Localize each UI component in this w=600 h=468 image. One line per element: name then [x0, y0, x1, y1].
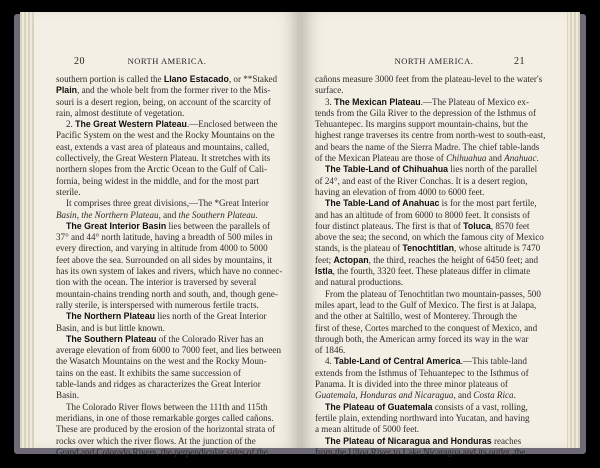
right-text-line: having an elevation of from 4000 to 6000 feet. [315, 186, 485, 197]
right-text-line: From the plateau of Tenochtitlan two mountain-passes, 500 [325, 288, 541, 299]
left-text-line: Plain, and the whole belt from the former river to the Mis- [56, 85, 271, 96]
right-page-number: 21 [514, 56, 525, 67]
right-text-line: fertile plain, extending northward into Yucatan, and having [315, 412, 530, 423]
right-text-line: stands, is the plateau of Tenochtitlan, whose altitude is 7470 [315, 243, 541, 254]
right-running-head: NORTH AMERICA. [394, 56, 474, 66]
left-text-line: Pacific System on the west and the Rocky Mountains on the [56, 130, 275, 141]
left-text-line: east, extends a vast area of plateaus and mountains, called, [56, 141, 270, 152]
right-text-line: Guatemala, Honduras and Nicaragua, and Costa Rica. [315, 390, 516, 401]
left-text-line: southern portion is called the Llano Estacado, or **Staked [56, 74, 278, 84]
right-text-line: The Plateau of Nicaragua and Honduras reaches [325, 435, 522, 446]
left-text-line: The Colorado River flows between the 111th and 115th [66, 401, 268, 412]
left-text-line: rain, almost destitute of vegetation. [56, 107, 185, 118]
left-text-line: The Great Interior Basin lies between the parallels of [66, 220, 270, 231]
left-text-line: northern slopes from the Arctic Ocean to the Gulf of Cali- [56, 164, 268, 175]
left-text-line: The Northern Plateau lies north of the Great Interior [66, 311, 267, 322]
right-text-line: surface. [315, 85, 344, 96]
right-text-line: of 1846. [315, 345, 346, 356]
left-text-line: the Wasatch Mountains on the west and the Rocky Moun- [56, 356, 267, 367]
right-text-line: a mean altitude of 5000 feet. [315, 424, 420, 435]
right-text-line: cañons measure 3000 feet from the plateau-level to the water's [315, 74, 543, 84]
right-text-line: and bears the name of the Sierra Madre. The chief table-lands [315, 141, 540, 152]
left-text-line: It comprises three great divisions,—The *Great Interior [66, 198, 269, 209]
right-text-line: of 24°, and east of the River Conchas. It is a desert region, [315, 175, 528, 186]
right-text-line: four distinct plateaus. The first is that of Toluca, 8570 feet [315, 220, 530, 231]
right-text-line: Istla, the fourth, 3320 feet. These plateaus differ in climate [315, 266, 531, 277]
left-text-line: fornia, being widest in the middle, and for the most part [56, 175, 260, 186]
left-text-line: mountain-chains trending north and south, and, though gene- [56, 288, 278, 299]
right-text-line: 4. Table-Land of Central America.—This table-land [325, 356, 527, 367]
left-text-line: rally sterile, is interspersed with numerous fertile tracts. [56, 299, 259, 310]
right-text-line: and has an altitude of from 6000 to 8000 feet. It consists of [315, 209, 530, 220]
left-text-line: Basin. [56, 390, 79, 401]
left-text-line: souri is a desert region, being, on account of the scarcity of [56, 96, 271, 107]
right-page-text [315, 74, 545, 458]
left-text-line: has its own system of lakes and rivers, which have no connec- [56, 266, 283, 277]
right-text-line: feet; Actopan, the third, reaches the height of 6450 feet; and [315, 254, 539, 265]
left-running-head: NORTH AMERICA. [127, 56, 207, 66]
left-text-line: rocks over which the river flows. At the junction of the [56, 435, 256, 446]
right-page [301, 12, 567, 457]
left-text-line: Basin, the Northern Plateau, and the Southern Plateau. [56, 209, 258, 220]
right-text-line: first of these, Cortes marched to the conquest of Mexico, and [315, 322, 538, 333]
left-text-line: table-lands and ridges as characterizes the Great Interior [56, 379, 261, 390]
right-text-line: and natural productions. [315, 277, 404, 288]
left-text-line: sterile. [56, 186, 81, 197]
right-text-line: miles apart, lead to the Gulf of Mexico. The first is at Jalapa, [315, 299, 537, 310]
left-text-line: every direction, and varying in altitude from 4000 to 5000 [56, 243, 268, 254]
left-text-line: The Southern Plateau of the Colorado River has an [66, 333, 264, 344]
right-text-line: extends from the Isthmus of Tehuantepec to the Isthmus of [315, 367, 529, 378]
left-text-line: collectively, the Great Western Plateau. It stretches with its [56, 153, 271, 164]
left-text-line: average elevation of from 6000 to 7000 feet, and lies between [56, 345, 281, 356]
left-page-number: 20 [74, 56, 85, 67]
right-text-line: 3. The Mexican Plateau.—The Plateau of Mexico ex- [325, 96, 529, 107]
right-text-line: The Table-Land of Anahuac is for the most part fertile, [325, 198, 537, 209]
left-text-line: tion with the ocean. The interior is traversed by several [56, 277, 257, 288]
right-text-line: of the Mexican Plateau are those of Chihuahua and Anahuac. [315, 153, 539, 164]
left-text-line: Grand and Colorado Rivers, the perpendicular sides of the [56, 446, 268, 457]
right-text-line: The Plateau of Guatemala consists of a vast, rolling, [325, 401, 528, 412]
left-page-text [56, 74, 288, 458]
right-text-line: from the Ulloa River to Lake Nicaragua and its outlet, the [315, 446, 526, 457]
right-text-line: The Table-Land of Chihuahua lies north of the parallel [325, 164, 538, 175]
left-text-line: feet above the sea. Surrounded on all sides by mountains, it [56, 254, 273, 265]
left-text-line: Basin, and is but little known. [56, 322, 165, 333]
left-text-line: 2. The Great Western Plateau.—Enclosed between the [66, 119, 278, 130]
left-page [34, 12, 301, 457]
left-text-line: These are produced by the erosion of the horizontal strata of [56, 424, 276, 435]
right-text-line: through both, the American army forced its way in the war [315, 333, 529, 344]
right-text-line: tends from the Gila River to the depression of the Isthmus of [315, 107, 536, 118]
right-text-line: above the sea; the second, on which the famous city of Mexico [315, 232, 544, 243]
left-text-line: tains on the east. It exhibits the same succession of [56, 367, 241, 378]
right-text-line: Tehuantepec. Its margins support mountain-chains, but the [315, 119, 528, 130]
left-text-line: 37° and 44° north latitude, having a breadth of 500 miles in [56, 232, 273, 243]
left-text-line: meridians, in one of those remarkable gorges called cañons. [56, 412, 274, 423]
right-text-line: Panama. It is divided into the three minor plateaus of [315, 379, 508, 390]
right-text-line: highest range traverses its centre from north-west to south-east, [315, 130, 546, 141]
right-text-line: and the other at Saltillo, west of Monterey. Through the [315, 311, 518, 322]
